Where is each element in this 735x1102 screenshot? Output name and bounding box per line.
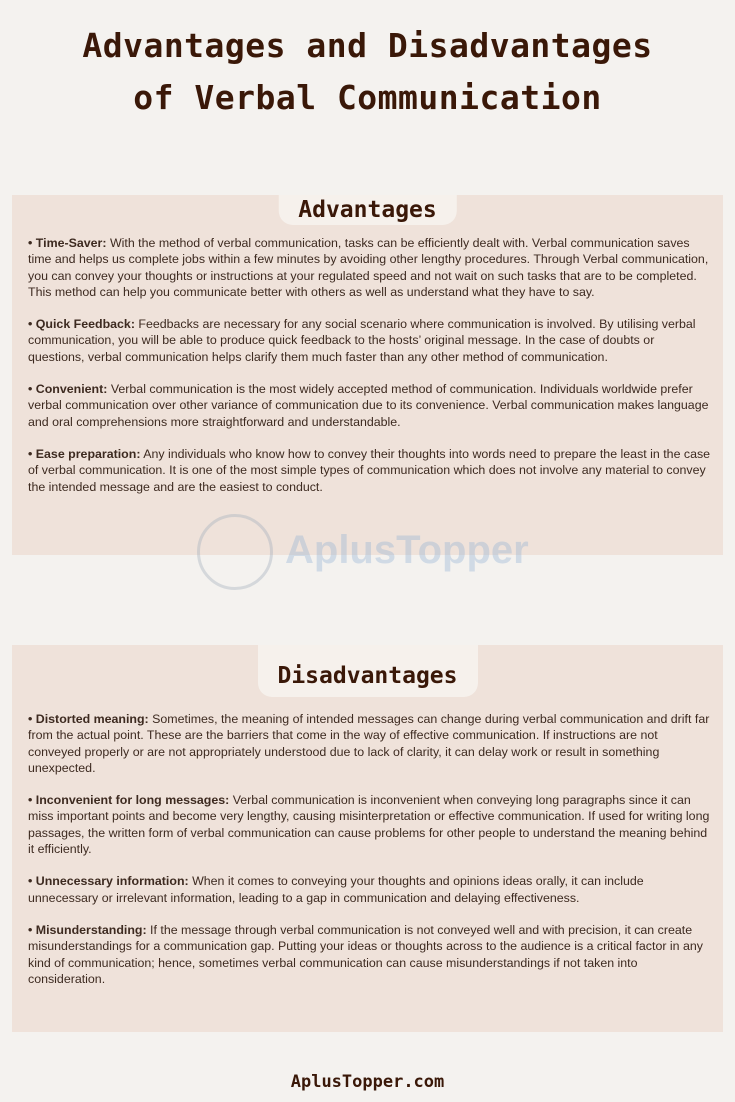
page-title-line-1: Advantages and Disadvantages: [82, 26, 653, 65]
item-text: If the message through verbal communication is not conveyed well and with precision, it can create misunderstandings for a communication gap. Putting your ideas or thoughts across to the audience is a critical factor in any kind of communication; hence, sometimes verbal communication can cause misunderstandings if not taken into consideration.: [28, 922, 703, 986]
item-heading: • Inconvenient for long messages:: [28, 793, 230, 808]
advantages-list: [28, 235, 711, 511]
item-heading: • Distorted meaning:: [28, 712, 149, 726]
advantage-item-ease-preparation: [28, 446, 711, 495]
item-text: Verbal communication is inconvenient when conveying long paragraphs since it can miss important points and become very lengthy, causing misinterpretation or effective communication. If used for writing long passages, the written form of verbal communication can cause problems for other people to understand the meaning behind it efficiently.: [28, 793, 710, 857]
item-text: Verbal communication is the most widely accepted method of communication. Individuals worldwide prefer verbal communication over other variance of communication due to its convenience. Verbal communication makes language and oral comprehensions more straightforward and understandable.: [28, 382, 709, 429]
advantages-heading: Advantages: [278, 195, 456, 225]
advantage-item-time-saver: [28, 235, 711, 300]
item-text: Sometimes, the meaning of intended messages can change during verbal communication and drift far from the actual point. These are the barriers that come in the way of effective communication. If instructions are not conveyed properly or are not appropriately understood due to lack of clarity, it can delay work or result in something unexpected.: [28, 712, 710, 775]
item-text: With the method of verbal communication, tasks can be efficiently dealt with. Verbal communication saves time and helps us complete jobs within a few minutes by avoiding other lengthy procedures. Through Verbal communication, you can convey your thoughts or instructions at your regulated speed and not wait on such tasks that are to be completed. This method can help you communicate better with others as well as understand what they have to say.: [28, 236, 709, 299]
disadvantages-heading: Disadvantages: [257, 645, 477, 697]
disadvantages-panel: [12, 645, 723, 1032]
disadvantages-list: [28, 711, 711, 1003]
item-text: When it comes to conveying your thoughts and opinions ideas orally, it can include unnecessary or irrelevant information, leading to a gap in communication and delaying effectiveness.: [28, 874, 644, 905]
item-heading: • Ease preparation:: [28, 446, 141, 461]
watermark-text: AplusTopper: [285, 528, 529, 572]
disadvantage-item-distorted-meaning: [28, 711, 711, 776]
item-heading: • Quick Feedback:: [28, 317, 135, 332]
disadvantage-item-inconvenient-long-messages: [28, 792, 711, 857]
page-title: [0, 20, 735, 124]
item-text: Feedbacks are necessary for any social scenario where communication is involved. By utilising verbal communication, you will be able to produce quick feedback to the hosts’ original message. In the case of doubts or questions, verbal communication helps clarify them much faster than any other method of communication.: [28, 317, 696, 364]
advantage-item-quick-feedback: [28, 316, 711, 365]
item-heading: • Convenient:: [28, 382, 108, 397]
footer-site-name: AplusTopper.com: [290, 1072, 445, 1092]
item-heading: • Time-Saver:: [28, 236, 107, 250]
item-text: Any individuals who know how to convey their thoughts into words need to prepare the least in the case of verbal communication. It is one of the most simple types of communication which does not involve any material to convey the intended message and are the easiest to conduct.: [28, 446, 711, 494]
advantages-panel: [12, 195, 723, 555]
advantage-item-convenient: [28, 381, 711, 430]
page-title-line-2: of Verbal Communication: [133, 78, 602, 117]
disadvantage-item-misunderstanding: [28, 922, 711, 987]
item-heading: • Unnecessary information:: [28, 874, 189, 889]
item-heading: • Misunderstanding:: [28, 922, 147, 937]
disadvantage-item-unnecessary-information: [28, 873, 711, 906]
